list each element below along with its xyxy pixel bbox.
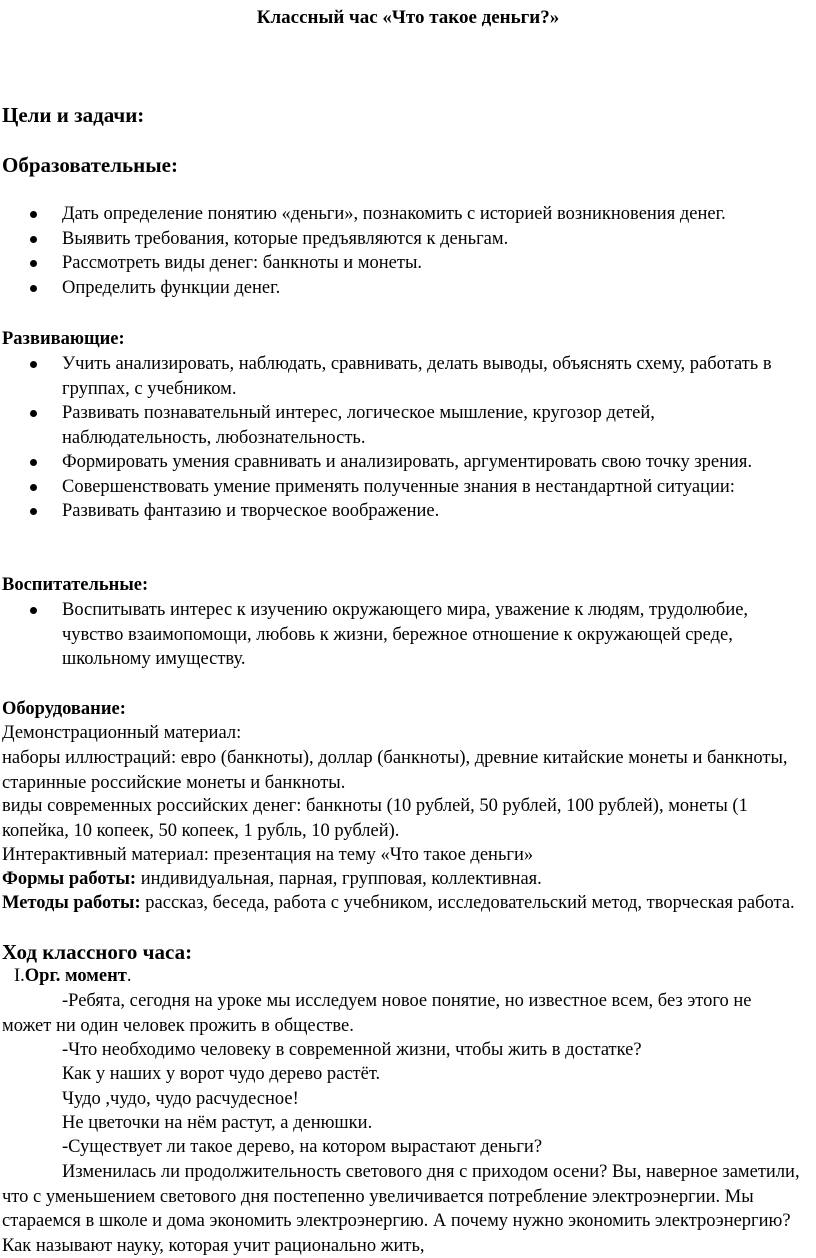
work-methods-label: Методы работы: (2, 893, 141, 913)
list-item: Совершенствовать умение применять полученные знания в нестандартной ситуации: (0, 475, 800, 500)
list-item: Выявить требования, которые предъявляются к деньгам. (0, 227, 800, 252)
bullet-icon (30, 211, 37, 218)
upbringing-heading: Воспитательные: (2, 575, 149, 595)
line-3: Чудо ,чудо, чудо расчудесное! (62, 1089, 299, 1109)
list-item: Развивать познавательный интерес, логическое мышление, кругозор детей, наблюдательность, любознательность. (0, 401, 800, 450)
developmental-heading: Развивающие: (2, 329, 125, 349)
bullet-icon (30, 459, 37, 466)
list-item: Развивать фантазию и творческое воображение. (0, 499, 800, 524)
document-title: Классный час «Что такое деньги?» (256, 7, 560, 28)
bullet-icon (30, 607, 37, 614)
bullet-icon (30, 484, 37, 491)
line-1: -Что необходимо человеку в современной жизни, чтобы жить в достатке? (62, 1040, 642, 1060)
educational-list (0, 202, 800, 300)
modern-money: виды современных российских денег: банкноты (10 рублей, 50 рублей, 100 рублей), монеты (1 копейка, 10 копеек, 50 копеек, 1 рубль, 10 рублей). (2, 796, 748, 841)
work-methods: Методы работы: рассказ, беседа, работа с учебником, исследовательский метод, творческая работа. (2, 893, 795, 913)
course-heading: Ход классного часа: (2, 940, 193, 964)
line-4: Не цветочки на нём растут, а денюшки. (62, 1113, 373, 1133)
work-forms-label: Формы работы: (2, 869, 137, 889)
list-item: Дать определение понятию «деньги», познакомить с историей возникновения денег. (0, 202, 800, 227)
list-item: Воспитывать интерес к изучению окружающего мира, уважение к людям, трудолюбие, чувство взаимопомощи, любовь к жизни, бережное отношение к окружающей среде, школьному имуществу. (0, 598, 800, 672)
bullet-icon (30, 410, 37, 417)
bullet-icon (30, 260, 37, 267)
bullet-icon (30, 361, 37, 368)
bullet-icon (30, 236, 37, 243)
demo-material: Демонстрационный материал: (2, 723, 242, 743)
line-2: Как у наших у ворот чудо дерево растёт. (62, 1064, 381, 1084)
list-item: Рассмотреть виды денег: банкноты и монеты. (0, 251, 800, 276)
list-item: Учить анализировать, наблюдать, сравнивать, делать выводы, объяснять схему, работать в группах, с учебником. (0, 352, 800, 401)
line-5: -Существует ли такое дерево, на котором вырастают деньги? (62, 1137, 543, 1157)
interactive-material: Интерактивный материал: презентация на тему «Что такое деньги» (2, 845, 534, 865)
goals-heading: Цели и задачи: (2, 103, 145, 127)
bullet-icon (30, 285, 37, 292)
paragraph-2: Изменилась ли продолжительность светового дня с приходом осени? Вы, наверное заметили, что с уменьшением светового дня постепенно увеличивается потребление электроэнергии. Мы стараемся в школе и дома экономить электроэнергию. А почему нужно экономить электроэнергию? Как называют науку, которая учит рационально жить, (2, 1162, 800, 1256)
illustration-sets: наборы иллюстраций: евро (банкноты), доллар (банкноты), древние китайские монеты и банкноты, старинные российские монеты и банкноты. (2, 748, 788, 793)
bullet-icon (30, 508, 37, 515)
upbringing-list (0, 598, 800, 672)
paragraph-1: -Ребята, сегодня на уроке мы исследуем новое понятие, но известное всем, без этого не может ни один человек прожить в обществе. (2, 991, 752, 1036)
equipment-heading: Оборудование: (2, 699, 126, 719)
list-item: Определить функции денег. (0, 276, 800, 301)
work-forms: Формы работы: индивидуальная, парная, групповая, коллективная. (2, 869, 542, 889)
developmental-list (0, 352, 800, 524)
educational-heading: Образовательные: (2, 153, 178, 177)
list-item: Формировать умения сравнивать и анализировать, аргументировать свою точку зрения. (0, 450, 800, 475)
org-moment: I.Орг. момент. (14, 966, 132, 986)
